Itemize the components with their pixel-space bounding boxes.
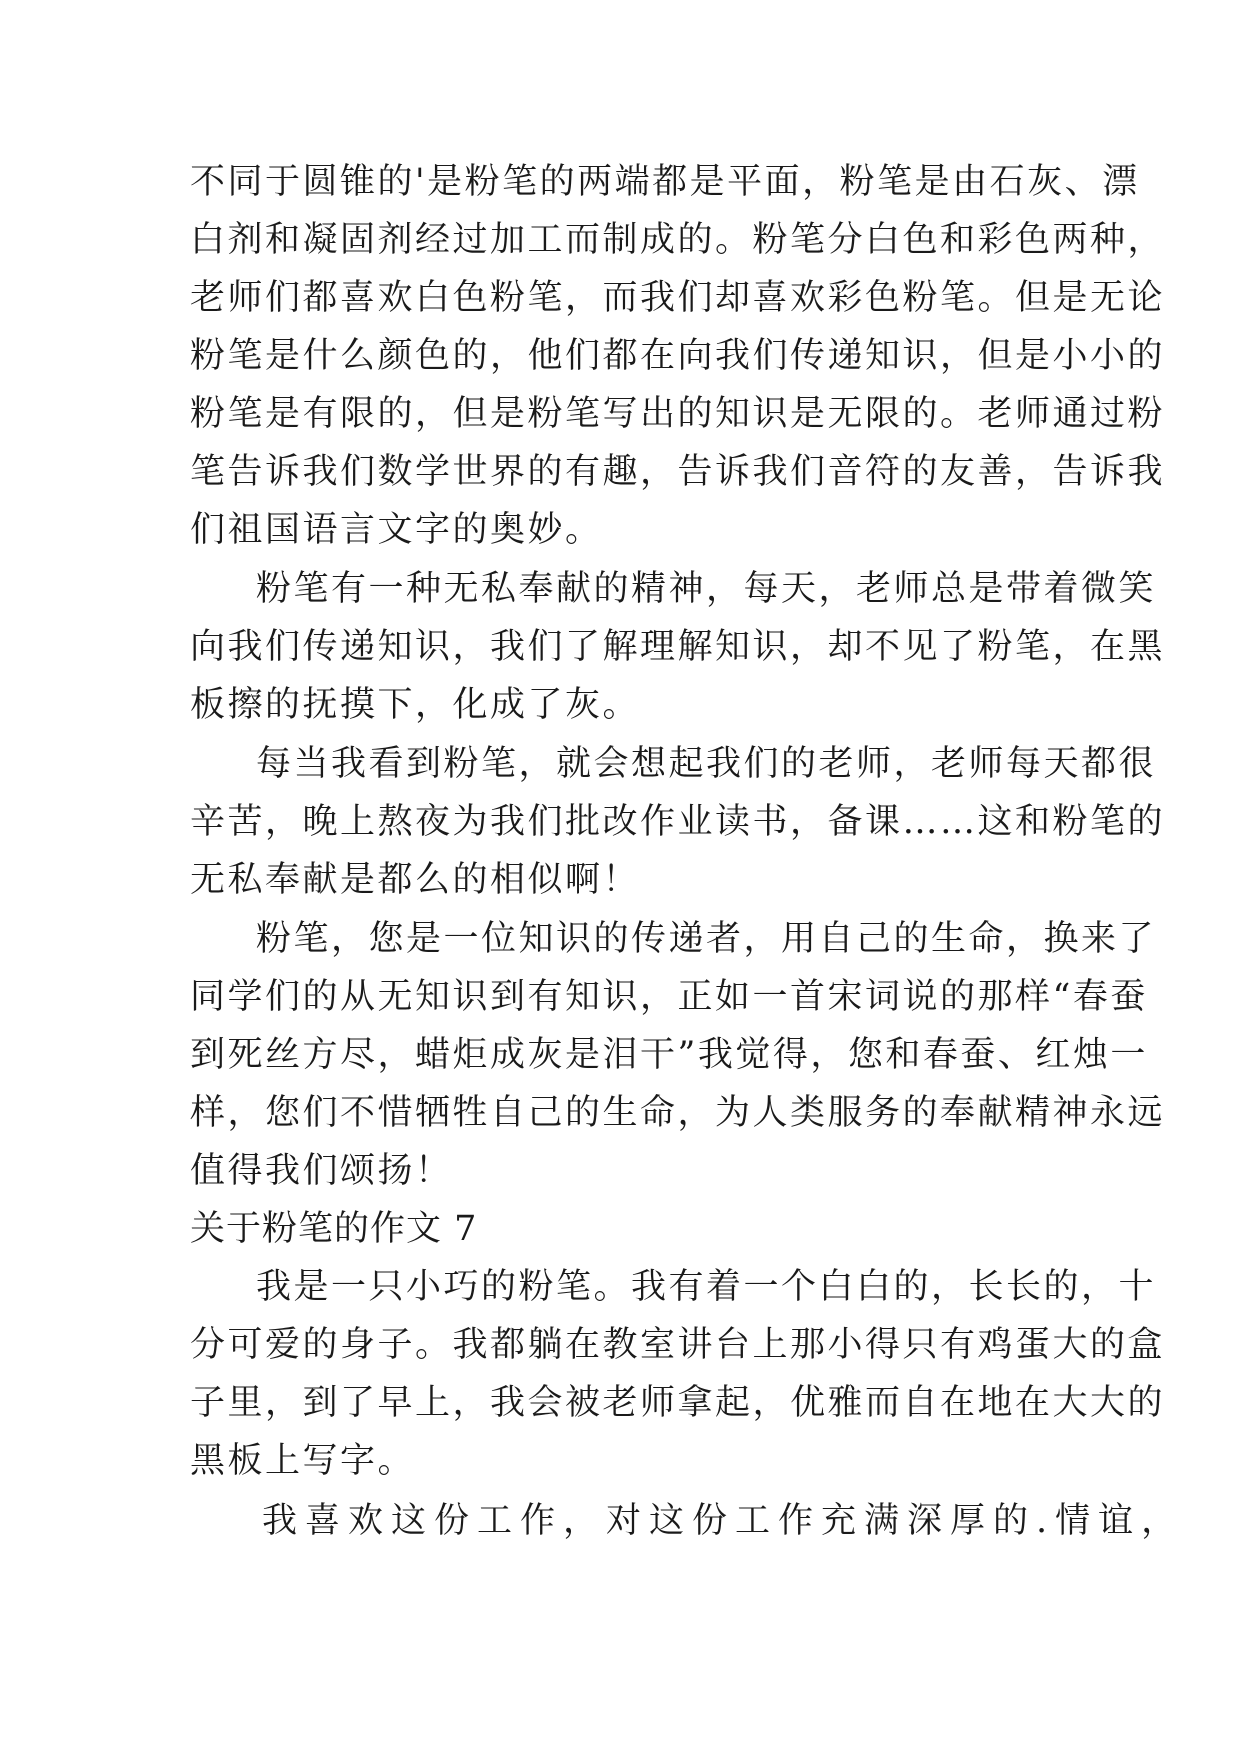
paragraph-first-line: 粉笔，您是一位知识的传递者，用自己的生命，换来了 (256, 919, 1157, 959)
text-line: 无私奉献是都么的相似啊！ (190, 860, 641, 900)
text-line: 同学们的从无知识到有知识，正如一首宋词说的那样“春蚕 (190, 977, 1148, 1017)
text-line: 老师们都喜欢白色粉笔，而我们却喜欢彩色粉笔。但是无论 (190, 278, 1166, 318)
text-line: 样，您们不惜牺牲自己的生命，为人类服务的奉献精神永远 (190, 1093, 1166, 1133)
text-line: 白剂和凝固剂经过加工而制成的。粉笔分白色和彩色两种， (190, 220, 1166, 260)
text-line: 不同于圆锥的'是粉笔的两端都是平面，粉笔是由石灰、漂 (190, 162, 1140, 202)
paragraph-first-line: 粉笔有一种无私奉献的精神，每天，老师总是带着微笑 (256, 569, 1157, 609)
text-line: 粉笔是什么颜色的，他们都在向我们传递知识，但是小小的 (190, 336, 1166, 376)
text-line: 分可爱的身子。我都躺在教室讲台上那小得只有鸡蛋大的盒 (190, 1325, 1166, 1365)
text-line: 们祖国语言文字的奥妙。 (190, 510, 603, 550)
text-line: 子里，到了早上，我会被老师拿起，优雅而自在地在大大的 (190, 1383, 1166, 1423)
text-line: 粉笔是有限的，但是粉笔写出的知识是无限的。老师通过粉 (190, 394, 1166, 434)
text-line: 板擦的抚摸下，化成了灰。 (190, 685, 641, 725)
text-line: 到死丝方尽，蜡炬成灰是泪干”我觉得，您和春蚕、红烛一 (190, 1035, 1148, 1075)
section-heading: 关于粉笔的作文 7 (190, 1209, 478, 1249)
text-line: 向我们传递知识，我们了解理解知识，却不见了粉笔，在黑 (190, 627, 1166, 667)
text-line: 辛苦，晚上熬夜为我们批改作业读书，备课……这和粉笔的 (190, 802, 1166, 842)
paragraph-first-line: 我是一只小巧的粉笔。我有着一个白白的，长长的，十 (256, 1267, 1157, 1307)
text-line: 黑板上写字。 (190, 1441, 416, 1481)
paragraph-first-line: 每当我看到粉笔，就会想起我们的老师，老师每天都很 (256, 744, 1157, 784)
text-line: 笔告诉我们数学世界的有趣，告诉我们音符的友善，告诉我 (190, 452, 1166, 492)
text-line: 值得我们颂扬！ (190, 1151, 453, 1191)
paragraph-first-line: 我喜欢这份工作，对这份工作充满深厚的.情谊， (262, 1501, 1185, 1541)
